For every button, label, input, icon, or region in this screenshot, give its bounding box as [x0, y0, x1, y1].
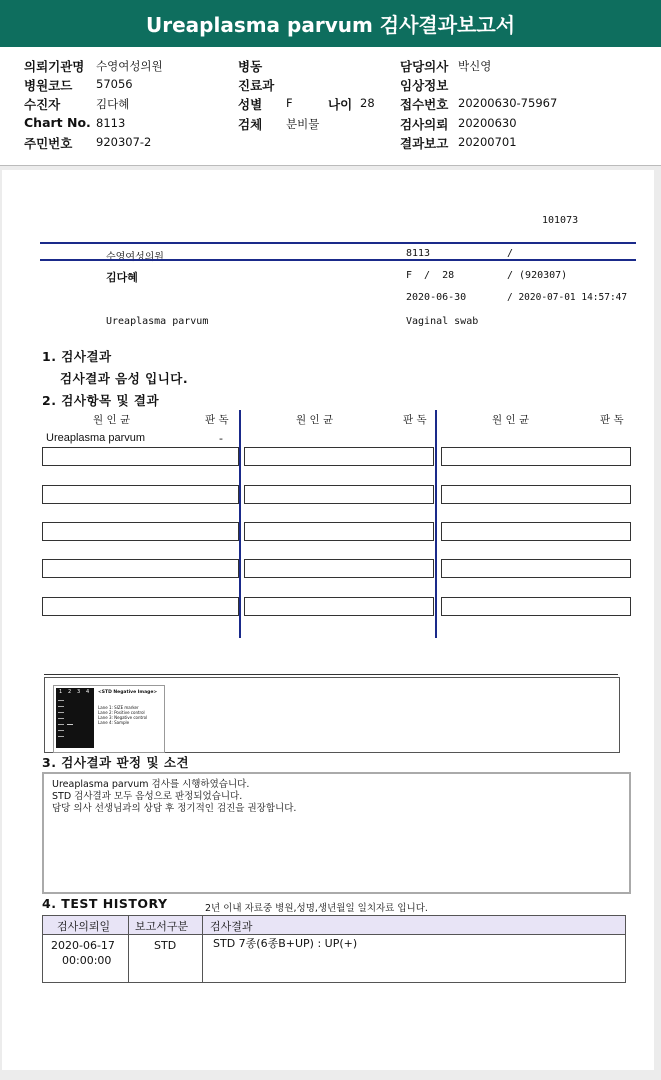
clinical-label: 임상정보	[400, 78, 449, 93]
col-judge-2: 판 독	[403, 414, 427, 426]
result-cell	[441, 522, 631, 541]
history-time: 00:00:00	[62, 954, 112, 967]
report-date-label: 결과보고	[400, 136, 449, 151]
findings-box	[42, 772, 631, 894]
results-table-header	[40, 242, 636, 261]
history-col: 검사결과	[210, 920, 253, 933]
section2-title: 2. 검사항목 및 결과	[42, 393, 160, 408]
patient-label: 수진자	[24, 97, 61, 112]
history-col: 보고서구분	[135, 920, 189, 933]
gel-image	[53, 685, 165, 753]
patient-value: 김다혜	[96, 97, 130, 111]
ssn-value: 920307-2	[96, 135, 152, 149]
gel-lane-label: 2	[68, 689, 72, 695]
doctor-value: 박신영	[458, 59, 492, 73]
history-table-header	[42, 915, 626, 935]
request-value: 20200630	[458, 116, 517, 130]
hospital-value: 수영여성의원	[96, 59, 163, 73]
receipt-label: 접수번호	[400, 97, 449, 112]
gel-legend-line: Lane 4: Sample	[98, 720, 130, 725]
code-label: 병원코드	[24, 78, 73, 93]
report-date: 2020-06-30	[406, 292, 467, 303]
result-cell	[441, 485, 631, 504]
report-test-name: Ureaplasma parvum	[106, 316, 209, 327]
section1-body: 검사결과 음성 입니다.	[60, 371, 189, 386]
gel-lane-label: 3	[77, 689, 81, 695]
result-cell	[42, 559, 239, 578]
report-chart: 8113	[406, 248, 431, 259]
finding-line: 담당 의사 선생님과의 상담 후 정기적인 검진을 권장합니다.	[52, 803, 297, 814]
table-divider-1	[239, 410, 241, 638]
dept-label: 진료과	[238, 78, 275, 93]
report-patient: 김다혜	[106, 271, 138, 284]
report-datetime: / 2020-07-01 14:57:47	[507, 292, 628, 303]
chart-value: 8113	[96, 116, 126, 130]
result-cell	[42, 597, 239, 616]
doctor-label: 담당의사	[400, 59, 449, 74]
result-cell	[244, 522, 434, 541]
result-cell	[244, 597, 434, 616]
age-label: 나이	[328, 97, 353, 112]
report-hospital: 수영여성의원	[106, 252, 164, 263]
col-organism-1: 원 인 균	[93, 414, 131, 426]
divider-line	[44, 674, 618, 675]
age-value: 28	[360, 96, 375, 110]
history-result: STD 7종(6종B+UP) : UP(+)	[213, 937, 358, 950]
receipt-value: 20200630-75967	[458, 96, 558, 110]
result-cell	[441, 559, 631, 578]
ward-label: 병동	[238, 59, 263, 74]
col-judge-1: 판 독	[205, 414, 229, 426]
gel-lanes-panel	[56, 688, 94, 748]
col-organism-3: 원 인 균	[492, 414, 530, 426]
result-cell	[441, 447, 631, 466]
gel-lane-label: 4	[86, 689, 90, 695]
history-row	[42, 933, 626, 983]
gel-title: <STD Negative Image>	[98, 690, 158, 695]
col-organism-2: 원 인 균	[296, 414, 334, 426]
result-cell	[42, 485, 239, 504]
gel-image-frame	[44, 677, 620, 753]
specimen-value: 분비물	[286, 117, 320, 131]
finding-line: STD 검사결과 모두 음성으로 판정되었습니다.	[52, 791, 243, 802]
finding-line: Ureaplasma parvum 검사를 시행하였습니다.	[52, 779, 250, 790]
result-judge-1: -	[219, 432, 223, 445]
history-type: STD	[154, 939, 177, 952]
result-cell	[244, 559, 434, 578]
history-date: 2020-06-17	[51, 939, 115, 952]
hospital-label: 의뢰기관명	[24, 59, 85, 74]
chart-label: Chart No.	[24, 115, 91, 130]
report-title: Ureaplasma parvum 검사결과보고서	[0, 0, 661, 47]
gel-lane-label: 1	[59, 689, 63, 695]
result-organism-1: Ureaplasma parvum	[46, 432, 146, 444]
code-value: 57056	[96, 77, 133, 91]
result-cell	[42, 447, 239, 466]
result-cell	[441, 597, 631, 616]
sex-value: F	[286, 96, 293, 110]
specimen-label: 검체	[238, 117, 263, 132]
gel-legend-line: Lane 3: Negative control	[98, 715, 148, 720]
history-col: 검사의뢰일	[57, 920, 111, 933]
col-judge-3: 판 독	[600, 414, 624, 426]
report-slash: /	[507, 248, 514, 259]
history-note: 2년 이내 자료중 병원,성명,생년월일 일치자료 입니다.	[205, 903, 428, 914]
document-id: 101073	[542, 215, 579, 226]
result-cell	[42, 522, 239, 541]
request-label: 검사의뢰	[400, 117, 449, 132]
gel-legend-line: Lane 1: SIZE marker	[98, 705, 139, 710]
report-specimen: Vaginal swab	[406, 316, 479, 327]
report-sex-age: F / 28	[406, 270, 455, 281]
table-divider-2	[435, 410, 437, 638]
gel-legend-line: Lane 2: Positive control	[98, 710, 145, 715]
result-cell	[244, 447, 434, 466]
result-cell	[244, 485, 434, 504]
report-date-value: 20200701	[458, 135, 517, 149]
ssn-label: 주민번호	[24, 136, 73, 151]
section4-title: 4. TEST HISTORY	[42, 896, 168, 911]
report-ssn: / (920307)	[507, 270, 568, 281]
section1-title: 1. 검사결과	[42, 349, 112, 364]
patient-info-panel	[0, 47, 661, 166]
section3-title: 3. 검사결과 판정 및 소견	[42, 755, 190, 770]
sex-label: 성별	[238, 97, 263, 112]
